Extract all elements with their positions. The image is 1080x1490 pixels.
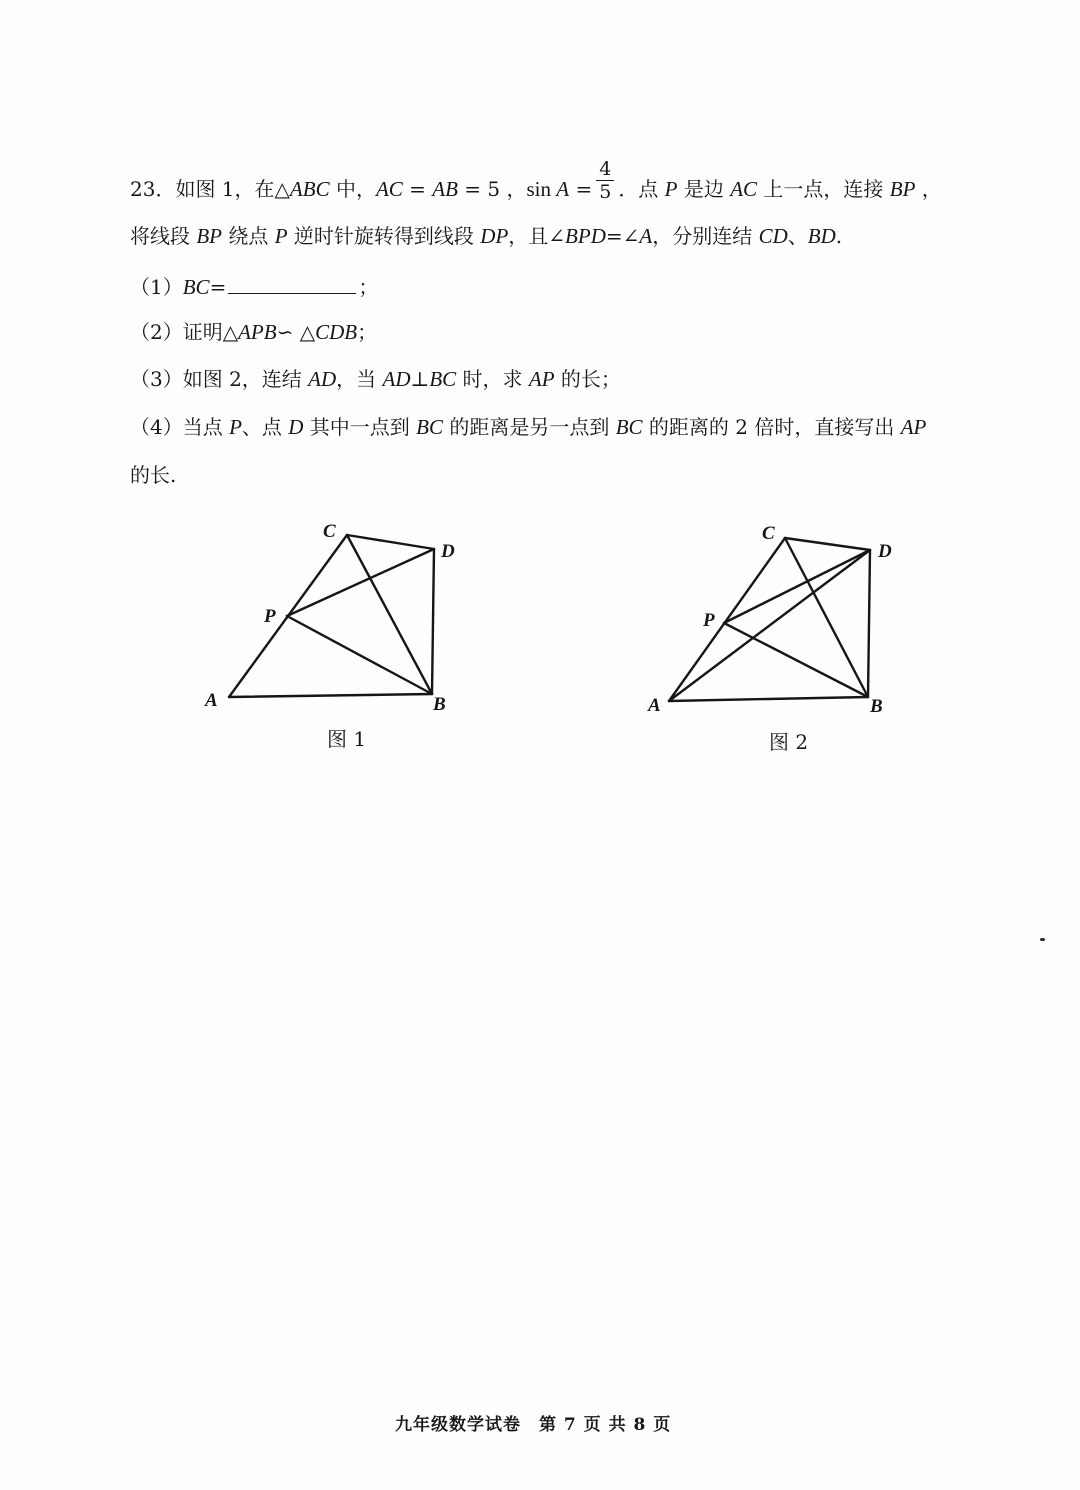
text: = 5 ， — [457, 177, 527, 201]
segment-ad — [669, 550, 870, 701]
text: 的长； — [554, 367, 621, 391]
point-label-c: C — [323, 521, 336, 542]
scan-speck — [1040, 938, 1045, 941]
math: A — [556, 177, 570, 201]
text: ； — [357, 320, 378, 344]
text: 上一点，连接 — [757, 177, 890, 201]
math: BD — [807, 224, 836, 248]
point-label-c: C — [762, 523, 775, 544]
segment-ab — [669, 697, 868, 701]
segment-ac — [669, 538, 785, 701]
text: ，且∠ — [508, 224, 566, 248]
segment-ab — [229, 694, 432, 697]
math: BPD — [565, 224, 606, 248]
fraction-four-fifths — [596, 158, 614, 203]
text: 的距离是另一点到 — [443, 415, 616, 439]
text: = — [402, 177, 433, 201]
text: （4）当点 — [130, 415, 230, 439]
text: ⊥ — [410, 367, 430, 391]
text: ， — [915, 177, 942, 201]
math: BP — [889, 177, 916, 201]
math: P — [664, 177, 678, 201]
question-3 — [130, 369, 621, 390]
text: ； — [358, 275, 379, 299]
text: =∠ — [605, 224, 640, 248]
question-1 — [130, 275, 378, 298]
text: 23．如图 1，在△ — [130, 177, 290, 201]
text: 将线段 — [130, 224, 197, 248]
math: AD — [382, 367, 411, 391]
answer-blank[interactable] — [228, 275, 356, 294]
segment-cd — [785, 538, 870, 550]
segment-bd — [868, 550, 870, 697]
text: 的长. — [130, 463, 177, 487]
math: A — [639, 224, 653, 248]
text: 中， — [329, 177, 376, 201]
math: AB — [432, 177, 458, 201]
figure-1 — [195, 515, 475, 765]
text: ，分别连结 — [652, 224, 759, 248]
math: P — [229, 415, 242, 439]
math: BC — [182, 275, 210, 299]
question-4 — [130, 417, 926, 438]
text: ．点 — [618, 177, 665, 201]
text: 其中一点到 — [303, 415, 417, 439]
text: 逆时针旋转得到线段 — [287, 224, 481, 248]
segment-cd — [347, 535, 434, 549]
math: CD — [758, 224, 788, 248]
text: 绕点 — [222, 224, 275, 248]
math: AD — [308, 367, 337, 391]
segment-bd — [432, 549, 434, 694]
text: = — [209, 275, 227, 299]
question-2 — [130, 322, 377, 343]
math: AP — [900, 415, 927, 439]
text: 时，求 — [456, 367, 529, 391]
math: D — [288, 415, 304, 439]
text: 的距离的 2 倍时，直接写出 — [642, 415, 901, 439]
math: ABC — [289, 177, 330, 201]
text: ∽ △ — [276, 320, 316, 344]
text: 、 — [787, 224, 808, 248]
math: sin — [526, 177, 557, 201]
problem-statement-line-2 — [130, 226, 842, 247]
figure-1-caption: 图 1 — [327, 727, 367, 751]
figure-2 — [640, 520, 920, 770]
text: ，当 — [336, 367, 383, 391]
point-label-d: D — [878, 541, 892, 562]
math: APB — [238, 320, 277, 344]
point-label-p: P — [264, 606, 276, 627]
question-number: （1） — [130, 275, 183, 299]
math: CDB — [315, 320, 358, 344]
point-label-b: B — [870, 696, 883, 717]
point-label-a: A — [648, 695, 661, 716]
math: AP — [528, 367, 555, 391]
text: （3）如图 2，连结 — [130, 367, 309, 391]
math: BC — [416, 415, 444, 439]
math: DP — [480, 224, 509, 248]
fraction-denominator: 5 — [599, 181, 612, 203]
point-label-d: D — [441, 541, 455, 562]
figure-2-caption: 图 2 — [769, 730, 809, 754]
question-4-continued — [130, 465, 176, 485]
page-footer: 九年级数学试卷 第 7 页 共 8 页 — [395, 1415, 672, 1435]
text: （2）证明△ — [130, 320, 239, 344]
text: . — [835, 224, 843, 248]
point-label-p: P — [703, 610, 715, 631]
math: BC — [615, 415, 643, 439]
math: AC — [375, 177, 403, 201]
math: BC — [429, 367, 457, 391]
math: BP — [196, 224, 223, 248]
fraction-numerator: 4 — [596, 158, 614, 181]
point-label-a: A — [205, 690, 218, 711]
math: P — [274, 224, 288, 248]
segment-bp — [724, 623, 868, 697]
text: 、点 — [241, 415, 289, 439]
point-label-b: B — [433, 694, 446, 715]
text: = — [569, 177, 593, 201]
problem-statement-line-1 — [130, 158, 942, 213]
text: 是边 — [677, 177, 731, 201]
math: AC — [730, 177, 758, 201]
